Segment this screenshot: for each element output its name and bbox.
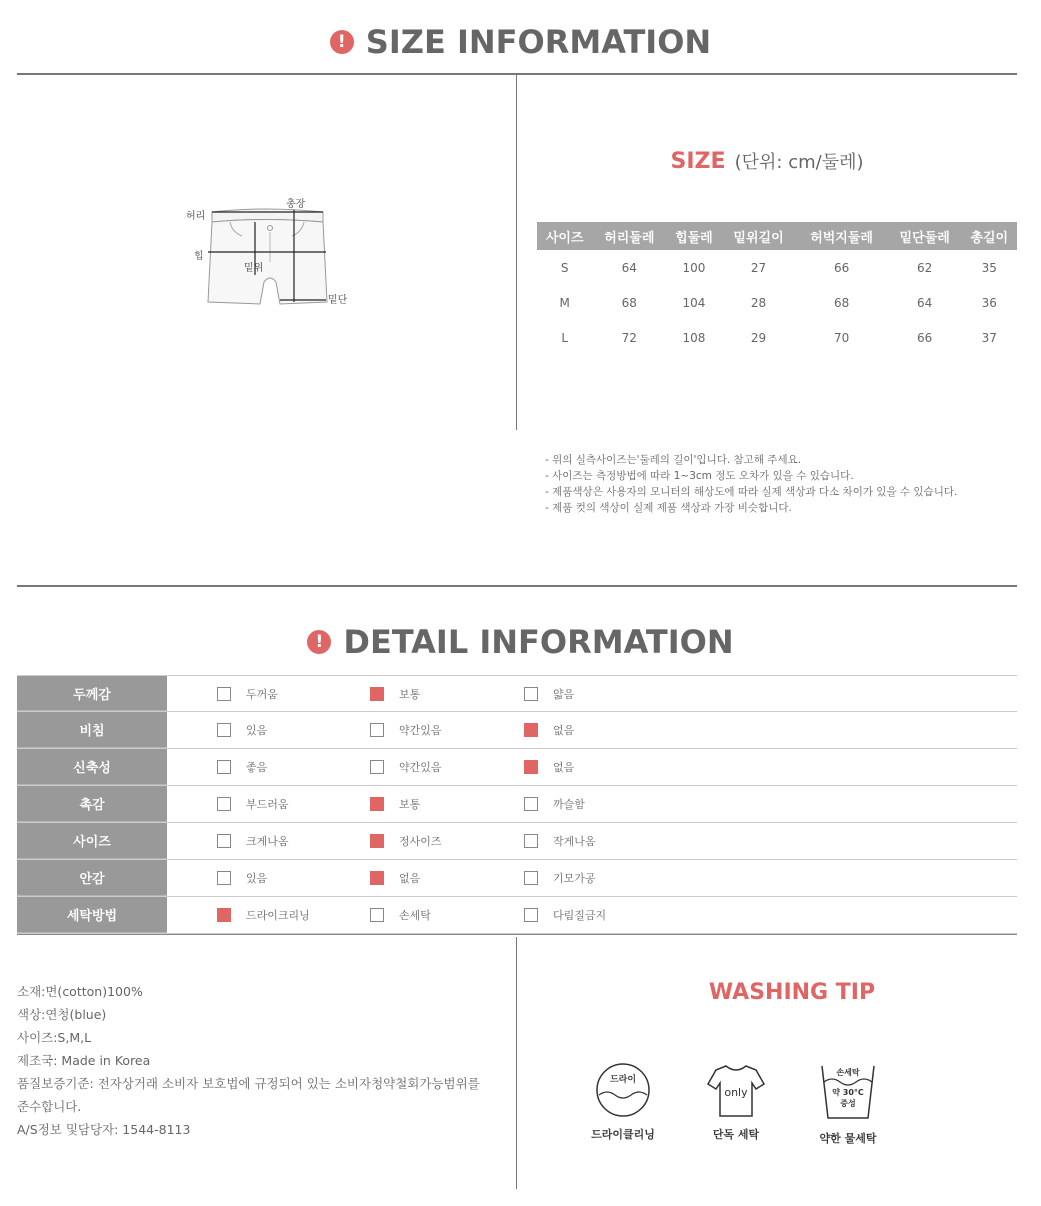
size-table-header: 힙둘레 — [666, 222, 721, 250]
size-heading — [517, 148, 1017, 174]
size-table-cell: 100 — [682, 260, 706, 275]
size-table-cell: M — [559, 295, 570, 310]
diagram-label-waist: 허리 — [186, 211, 206, 222]
detail-option-label: 기모가공 — [553, 872, 596, 885]
checked-box-icon — [370, 687, 384, 701]
detail-row-label: 사이즈 — [17, 823, 167, 859]
size-table-cell: 35 — [981, 260, 997, 275]
size-table-cell: 29 — [750, 330, 767, 345]
size-table-cell: 37 — [981, 330, 997, 345]
size-table-cell: 36 — [981, 295, 997, 310]
size-note: - 제품색상은 사용자의 모니터의 해상도에 따라 실제 색상과 다소 차이가 있을 수 있습니다. — [545, 486, 958, 498]
size-table-cell: 70 — [833, 330, 850, 345]
size-information-title — [0, 22, 1041, 62]
detail-option — [524, 786, 585, 822]
detail-option-label: 다림질금지 — [553, 909, 607, 922]
detail-row-label: 세탁방법 — [17, 897, 167, 933]
detail-option — [370, 749, 442, 785]
unchecked-box-icon — [524, 797, 538, 811]
divider-middle — [17, 585, 1017, 587]
diagram-label-rise: 밑위 — [244, 263, 264, 274]
size-note: - 사이즈는 측정방법에 따라 1~3cm 정도 오차가 있을 수 있습니다. — [545, 470, 854, 482]
size-table-header: 사이즈 — [537, 222, 592, 250]
diagram-label-length: 총장 — [286, 199, 306, 210]
detail-option-label: 없음 — [553, 761, 575, 774]
unchecked-box-icon — [217, 871, 231, 885]
unchecked-box-icon — [217, 687, 231, 701]
unchecked-box-icon — [524, 834, 538, 848]
size-note: - 제품 컷의 색상이 실제 제품 색상과 가장 비슷합니다. — [545, 502, 792, 514]
detail-table — [17, 675, 1017, 935]
size-note: - 위의 실측사이즈는'둘레의 길이'입니다. 참고해 주세요. — [545, 454, 802, 466]
detail-option — [370, 786, 420, 822]
size-table-cell: 66 — [833, 260, 850, 275]
detail-option — [370, 823, 442, 859]
unchecked-box-icon — [217, 723, 231, 737]
diagram-label-hip: 힙 — [194, 251, 204, 262]
product-specs — [17, 980, 480, 1141]
detail-row — [17, 786, 1017, 823]
unchecked-box-icon — [217, 834, 231, 848]
detail-option — [217, 676, 278, 712]
detail-option — [217, 786, 289, 822]
size-table-cell: L — [561, 330, 569, 345]
shorts-size-diagram — [180, 190, 360, 320]
exclamation-icon: ! — [307, 630, 331, 654]
size-table-cell: 68 — [833, 295, 850, 310]
detail-option-label: 부드러움 — [246, 798, 289, 811]
washing-item-dry-clean — [578, 1062, 668, 1142]
size-notes — [545, 452, 957, 516]
detail-option — [524, 897, 606, 933]
detail-information-title — [0, 622, 1041, 662]
size-table-header: 허벅지둘레 — [795, 222, 887, 250]
checked-box-icon — [370, 871, 384, 885]
dry-clean-icon-text: 드라이 — [609, 1075, 637, 1085]
spec-line: A/S정보 및담당자: 1544-8113 — [17, 1122, 191, 1137]
size-table-header: 총길이 — [962, 222, 1017, 250]
detail-table-bottom-border — [17, 934, 1017, 935]
spec-line: 준수합니다. — [17, 1099, 82, 1114]
detail-row-label: 촉감 — [17, 786, 167, 822]
detail-option-label: 얇음 — [553, 688, 575, 701]
detail-option-label: 좋음 — [246, 761, 268, 774]
diagram-label-hem: 밑단 — [328, 295, 348, 306]
detail-option-label: 까슬함 — [553, 798, 585, 811]
detail-option — [370, 860, 420, 896]
detail-option-label: 정사이즈 — [399, 835, 442, 848]
unchecked-box-icon — [217, 797, 231, 811]
detail-option — [370, 712, 442, 748]
washing-tip-title: WASHING TIP — [708, 980, 876, 1005]
hand-wash-icon-temp: 약 30°C — [832, 1088, 864, 1097]
detail-option — [524, 749, 574, 785]
size-table-cell: 68 — [621, 295, 637, 310]
detail-option-label: 없음 — [399, 872, 421, 885]
washing-item-wash-separately — [691, 1062, 781, 1142]
detail-row — [17, 749, 1017, 786]
washing-caption: 단독 세탁 — [712, 1128, 760, 1141]
divider-vertical-size — [516, 75, 517, 430]
size-heading-unit: (단위: cm/둘레) — [734, 152, 864, 173]
size-table-header: 허리둘레 — [592, 222, 666, 250]
washing-item-hand-wash — [803, 1062, 893, 1146]
divider-vertical-bottom — [516, 937, 517, 1189]
size-information-title-text: SIZE INFORMATION — [365, 23, 712, 61]
spec-line: 소재:면(cotton)100% — [17, 984, 143, 999]
size-table-cell: 108 — [682, 330, 706, 345]
detail-option-label: 없음 — [553, 724, 575, 737]
detail-option-label: 작게나옴 — [553, 835, 596, 848]
detail-row-label: 안감 — [17, 860, 167, 896]
detail-option-label: 약간있음 — [399, 761, 442, 774]
detail-row-label: 신축성 — [17, 749, 167, 785]
size-table-cell: 64 — [621, 260, 637, 275]
detail-option — [217, 860, 267, 896]
size-table-cell: 27 — [750, 260, 767, 275]
size-table-row — [537, 250, 1017, 285]
size-table — [537, 222, 1017, 355]
detail-option — [524, 823, 596, 859]
divider-top — [17, 73, 1017, 75]
detail-option-label: 보통 — [399, 688, 421, 701]
washing-caption: 약한 물세탁 — [819, 1132, 877, 1145]
hand-wash-icon — [818, 1062, 878, 1122]
detail-option-label: 크게나옴 — [246, 835, 289, 848]
detail-option — [217, 749, 267, 785]
detail-option-label: 드라이크리닝 — [246, 909, 310, 922]
detail-option — [524, 676, 574, 712]
spec-line: 제조국: Made in Korea — [17, 1053, 151, 1068]
checked-box-icon — [524, 723, 538, 737]
size-table-cell: S — [560, 260, 569, 275]
washing-caption: 드라이클리닝 — [591, 1128, 655, 1141]
hand-wash-icon-neutral: 중성 — [840, 1099, 856, 1108]
spec-line: 품질보증기준: 전자상거래 소비자 보호법에 규정되어 있는 소비자청약철회가능범위를 — [17, 1076, 480, 1091]
size-table-header: 밑위길이 — [722, 222, 796, 250]
checked-box-icon — [370, 834, 384, 848]
detail-row — [17, 823, 1017, 860]
detail-row-label: 비침 — [17, 712, 167, 748]
detail-row-label: 두께감 — [17, 676, 167, 711]
unchecked-box-icon — [524, 871, 538, 885]
size-table-header-row — [537, 222, 1017, 250]
detail-row — [17, 897, 1017, 934]
unchecked-box-icon — [370, 908, 384, 922]
spec-line: 사이즈:S,M,L — [17, 1030, 92, 1045]
checked-box-icon — [217, 908, 231, 922]
detail-option-label: 보통 — [399, 798, 421, 811]
hand-wash-icon-top: 손세탁 — [836, 1068, 860, 1077]
checked-box-icon — [524, 760, 538, 774]
detail-option — [217, 897, 310, 933]
tshirt-only-icon-text: only — [724, 1086, 748, 1099]
detail-option-label: 있음 — [246, 724, 268, 737]
checked-box-icon — [370, 797, 384, 811]
dry-clean-icon — [593, 1062, 653, 1118]
detail-option-label: 두꺼움 — [246, 688, 278, 701]
detail-option-label: 약간있음 — [399, 724, 442, 737]
size-table-cell: 72 — [621, 330, 637, 345]
detail-option — [217, 823, 289, 859]
size-table-cell: 62 — [917, 260, 933, 275]
detail-option — [370, 676, 420, 712]
size-table-header: 밑단둘레 — [888, 222, 962, 250]
exclamation-icon: ! — [330, 30, 354, 54]
detail-option — [370, 897, 431, 933]
detail-information-title-text: DETAIL INFORMATION — [343, 623, 734, 661]
unchecked-box-icon — [370, 760, 384, 774]
size-table-cell: 66 — [917, 330, 933, 345]
detail-row — [17, 675, 1017, 712]
unchecked-box-icon — [217, 760, 231, 774]
size-table-cell: 104 — [682, 295, 706, 310]
unchecked-box-icon — [370, 723, 384, 737]
size-table-row — [537, 285, 1017, 320]
detail-option-label: 손세탁 — [399, 909, 431, 922]
detail-option — [524, 712, 574, 748]
size-table-row — [537, 320, 1017, 355]
unchecked-box-icon — [524, 908, 538, 922]
detail-row — [17, 712, 1017, 749]
spec-line: 색상:연청(blue) — [17, 1007, 107, 1022]
size-heading-main: SIZE — [670, 149, 726, 174]
size-table-cell: 64 — [917, 295, 933, 310]
size-table-cell: 28 — [750, 295, 767, 310]
tshirt-only-icon — [706, 1062, 766, 1118]
detail-option-label: 있음 — [246, 872, 268, 885]
detail-option — [524, 860, 596, 896]
detail-option — [217, 712, 267, 748]
unchecked-box-icon — [524, 687, 538, 701]
detail-row — [17, 860, 1017, 897]
